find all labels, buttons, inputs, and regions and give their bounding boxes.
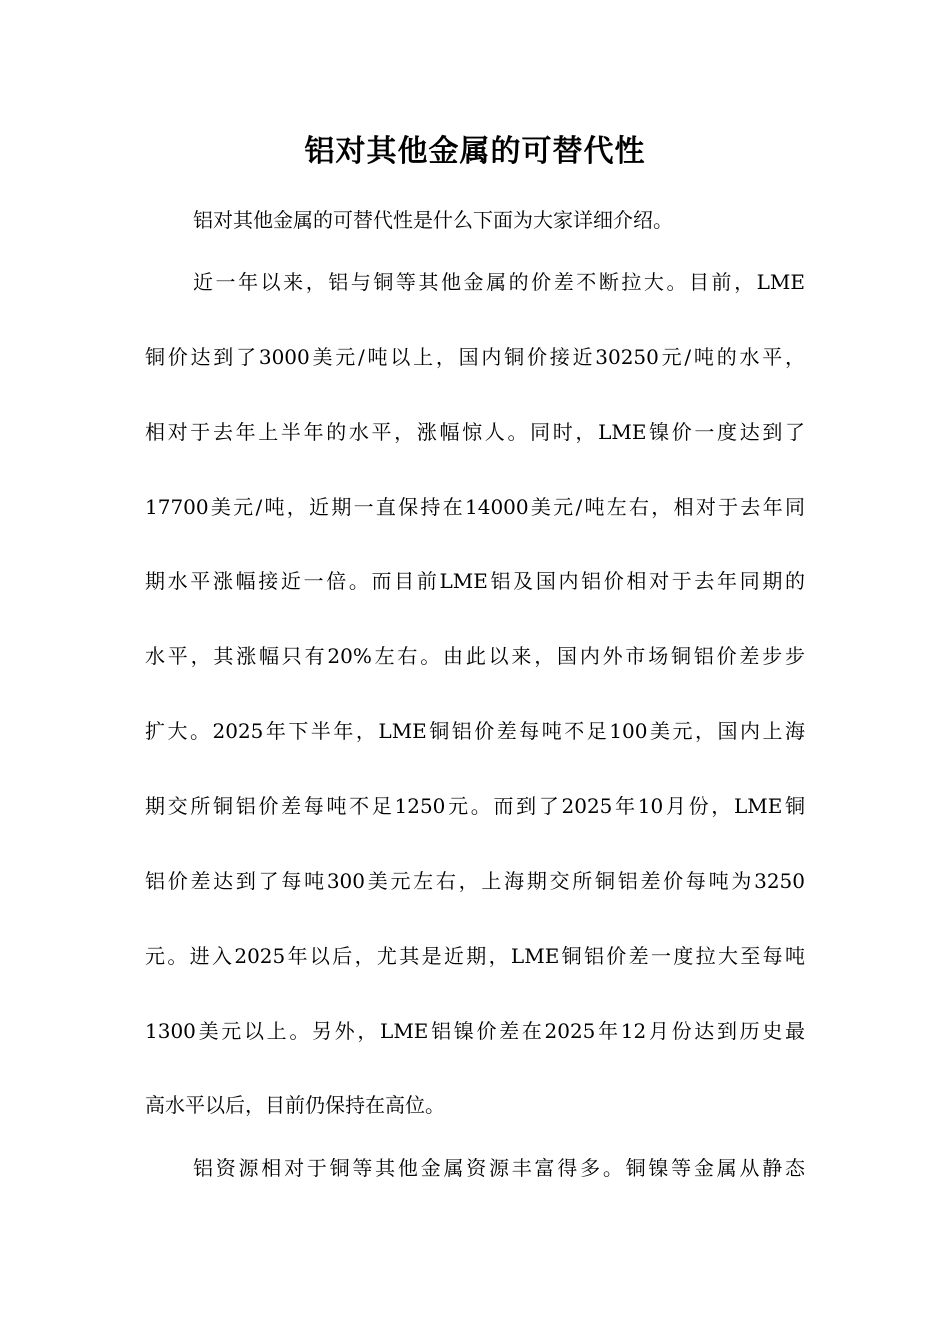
paragraph-line: 铝对其他金属的可替代性是什么下面为大家详细介绍。 (193, 208, 673, 232)
paragraph-line: 元。进入2025年以后，尤其是近期，LME铜铝价差一度拉大至每吨 (145, 944, 805, 968)
document-title: 铝对其他金属的可替代性 (304, 134, 646, 169)
paragraph-line: 铜价达到了3000美元/吨以上，国内铜价接近30250元/吨的水平， (145, 345, 805, 369)
paragraph-line: 铝资源相对于铜等其他金属资源丰富得多。铜镍等金属从静态 (193, 1156, 805, 1180)
paragraph-line: 期水平涨幅接近一倍。而目前LME铝及国内铝价相对于去年同期的 (145, 569, 805, 593)
paragraph-line: 1300美元以上。另外，LME铝镍价差在2025年12月份达到历史最 (145, 1019, 805, 1043)
paragraph-line: 17700美元/吨，近期一直保持在14000美元/吨左右，相对于去年同 (145, 495, 805, 519)
paragraph-line: 铝价差达到了每吨300美元左右，上海期交所铜铝差价每吨为3250 (145, 869, 805, 893)
paragraph-line: 水平，其涨幅只有20%左右。由此以来，国内外市场铜铝价差步步 (145, 644, 805, 668)
paragraph-line: 扩大。2025年下半年，LME铜铝价差每吨不足100美元，国内上海 (145, 719, 805, 743)
paragraph-line: 相对于去年上半年的水平，涨幅惊人。同时，LME镍价一度达到了 (145, 420, 805, 444)
paragraph-line: 期交所铜铝价差每吨不足1250元。而到了2025年10月份，LME铜 (145, 794, 805, 818)
paragraph-line: 高水平以后，目前仍保持在高位。 (145, 1093, 445, 1117)
paragraph-line: 近一年以来，铝与铜等其他金属的价差不断拉大。目前，LME (193, 270, 805, 294)
